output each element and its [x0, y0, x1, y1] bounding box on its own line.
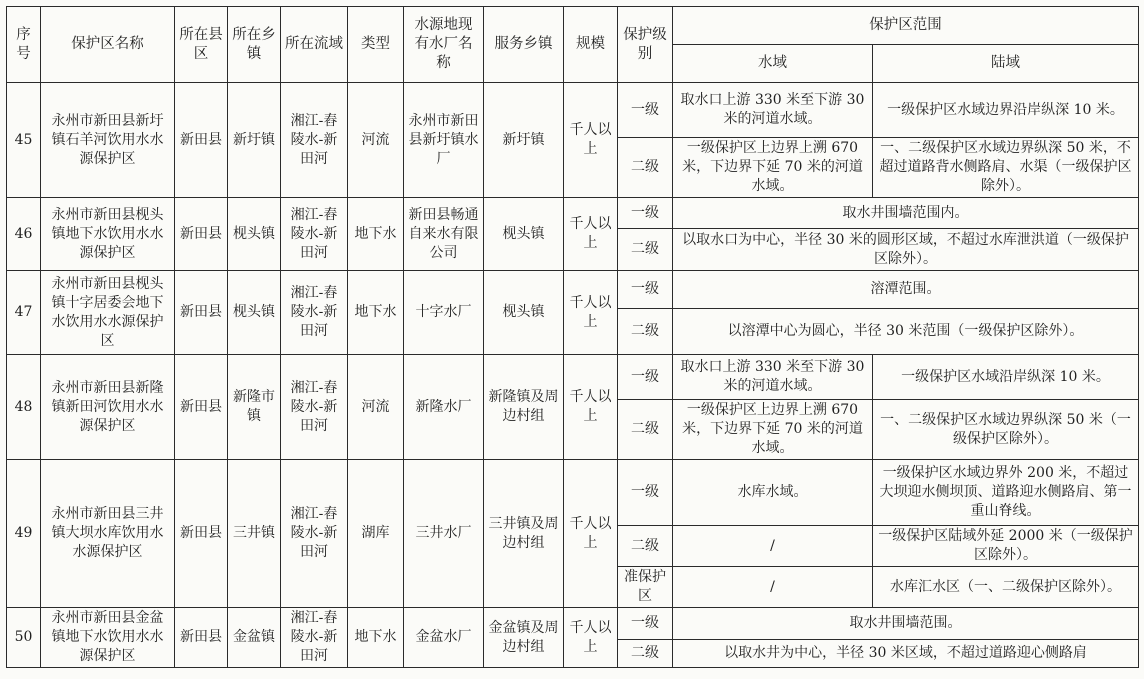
cell-town: 枧头镇	[228, 271, 281, 355]
cell-basin: 湘江-舂陵水-新田河	[281, 198, 348, 271]
protection-zone-table	[6, 6, 1139, 668]
cell-seq: 46	[7, 198, 41, 271]
cell-basin: 湘江-舂陵水-新田河	[281, 83, 348, 198]
table-row	[7, 198, 1139, 229]
header-service: 服务乡镇	[484, 7, 564, 83]
cell-plant: 十字水厂	[404, 271, 484, 355]
cell-seq: 45	[7, 83, 41, 198]
cell-level: 二级	[618, 639, 673, 667]
cell-type: 地下水	[348, 608, 404, 668]
cell-scale: 千人以上	[564, 271, 618, 355]
cell-scale: 千人以上	[564, 83, 618, 198]
cell-service: 新圩镇	[484, 83, 564, 198]
cell-land: 一级保护区水域沿岸纵深 10 米。	[873, 355, 1139, 400]
header-water: 水域	[673, 45, 873, 83]
cell-water: 取水口上游 330 米至下游 30 米的河道水域。	[673, 355, 873, 400]
cell-basin: 湘江-舂陵水-新田河	[281, 460, 348, 608]
cell-level: 二级	[618, 229, 673, 271]
cell-level: 一级	[618, 355, 673, 400]
cell-land: 一、二级保护区水域边界纵深 50 米（一级保护区除外）。	[873, 400, 1139, 460]
cell-range: 以溶潭中心为圆心，半径 30 米范围（一级保护区除外）。	[673, 309, 1139, 355]
table-row	[7, 355, 1139, 400]
header-land: 陆域	[873, 45, 1139, 83]
cell-range: 取水井围墙范围内。	[673, 198, 1139, 229]
cell-county: 新田县	[175, 460, 228, 608]
cell-plant: 三井水厂	[404, 460, 484, 608]
cell-basin: 湘江-舂陵水-新田河	[281, 355, 348, 460]
cell-basin: 湘江-舂陵水-新田河	[281, 271, 348, 355]
cell-name: 永州市新田县新隆镇新田河饮用水水源保护区	[41, 355, 175, 460]
cell-water: 一级保护区上边界上溯 670 米，下边界下延 70 米的河道水域。	[673, 400, 873, 460]
header-name: 保护区名称	[41, 7, 175, 83]
cell-scale: 千人以上	[564, 608, 618, 668]
cell-county: 新田县	[175, 83, 228, 198]
cell-type: 湖库	[348, 460, 404, 608]
cell-range: 以取水口为中心，半径 30 米的圆形区域，不超过水库泄洪道（一级保护区除外）。	[673, 229, 1139, 271]
cell-land: 一、二级保护区水域边界纵深 50 米，不超过道路背水侧路肩、水渠（一级保护区除外）。	[873, 138, 1139, 198]
cell-type: 地下水	[348, 198, 404, 271]
header-scale: 规模	[564, 7, 618, 83]
header-range: 保护区范围	[673, 7, 1139, 45]
cell-name: 永州市新田县金盆镇地下水饮用水水源保护区	[41, 608, 175, 668]
cell-plant: 永州市新田县新圩镇水厂	[404, 83, 484, 198]
cell-water: /	[673, 526, 873, 567]
cell-town: 枧头镇	[228, 198, 281, 271]
cell-seq: 47	[7, 271, 41, 355]
cell-water: 一级保护区上边界上溯 670 米，下边界下延 70 米的河道水域。	[673, 138, 873, 198]
cell-seq: 50	[7, 608, 41, 668]
table-row	[7, 460, 1139, 526]
cell-town: 金盆镇	[228, 608, 281, 668]
cell-water: 取水口上游 330 米至下游 30 米的河道水域。	[673, 83, 873, 138]
table-row	[7, 83, 1139, 138]
cell-seq: 48	[7, 355, 41, 460]
document-sheet	[6, 6, 1139, 668]
cell-water: /	[673, 567, 873, 608]
cell-level: 准保护区	[618, 567, 673, 608]
cell-service: 新隆镇及周边村组	[484, 355, 564, 460]
cell-level: 二级	[618, 400, 673, 460]
cell-plant: 新田县畅通自来水有限公司	[404, 198, 484, 271]
table-row	[7, 271, 1139, 309]
header-seq: 序号	[7, 7, 41, 83]
cell-type: 河流	[348, 355, 404, 460]
cell-plant: 金盆水厂	[404, 608, 484, 668]
cell-town: 新圩镇	[228, 83, 281, 198]
cell-town: 新隆市镇	[228, 355, 281, 460]
cell-range: 取水井围墙范围。	[673, 608, 1139, 640]
cell-seq: 49	[7, 460, 41, 608]
cell-name: 永州市新田县三井镇大坝水库饮用水水源保护区	[41, 460, 175, 608]
cell-scale: 千人以上	[564, 355, 618, 460]
cell-service: 三井镇及周边村组	[484, 460, 564, 608]
cell-level: 二级	[618, 309, 673, 355]
cell-scale: 千人以上	[564, 460, 618, 608]
table-row	[7, 608, 1139, 640]
cell-range: 溶潭范围。	[673, 271, 1139, 309]
cell-county: 新田县	[175, 355, 228, 460]
cell-basin: 湘江-舂陵水-新田河	[281, 608, 348, 668]
cell-range: 以取水井为中心，半径 30 米区域，不超过道路迎心侧路肩	[673, 639, 1139, 667]
cell-level: 一级	[618, 83, 673, 138]
cell-land: 一级保护区陆域外延 2000 米（一级保护区除外）。	[873, 526, 1139, 567]
cell-service: 金盆镇及周边村组	[484, 608, 564, 668]
cell-service: 枧头镇	[484, 198, 564, 271]
cell-level: 二级	[618, 526, 673, 567]
cell-county: 新田县	[175, 271, 228, 355]
header-type: 类型	[348, 7, 404, 83]
cell-level: 一级	[618, 198, 673, 229]
cell-name: 永州市新田县枧头镇十字居委会地下水饮用水水源保护区	[41, 271, 175, 355]
cell-land: 一级保护区水域边界外 200 米，不超过大坝迎水侧坝顶、道路迎水侧路肩、第一重山脊线。	[873, 460, 1139, 526]
cell-town: 三井镇	[228, 460, 281, 608]
cell-type: 地下水	[348, 271, 404, 355]
cell-level: 一级	[618, 460, 673, 526]
cell-county: 新田县	[175, 198, 228, 271]
cell-land: 一级保护区水域边界沿岸纵深 10 米。	[873, 83, 1139, 138]
cell-level: 一级	[618, 608, 673, 640]
cell-water: 水库水域。	[673, 460, 873, 526]
header-basin: 所在流域	[281, 7, 348, 83]
cell-county: 新田县	[175, 608, 228, 668]
header-county: 所在县区	[175, 7, 228, 83]
header-town: 所在乡镇	[228, 7, 281, 83]
cell-level: 二级	[618, 138, 673, 198]
header-plant: 水源地现有水厂名称	[404, 7, 484, 83]
cell-scale: 千人以上	[564, 198, 618, 271]
header-level: 保护级别	[618, 7, 673, 83]
cell-name: 永州市新田县枧头镇地下水饮用水水源保护区	[41, 198, 175, 271]
cell-land: 水库汇水区（一、二级保护区除外）。	[873, 567, 1139, 608]
header-row	[7, 7, 1139, 45]
cell-plant: 新隆水厂	[404, 355, 484, 460]
cell-service: 枧头镇	[484, 271, 564, 355]
cell-name: 永州市新田县新圩镇石羊河饮用水水源保护区	[41, 83, 175, 198]
cell-type: 河流	[348, 83, 404, 198]
cell-level: 一级	[618, 271, 673, 309]
